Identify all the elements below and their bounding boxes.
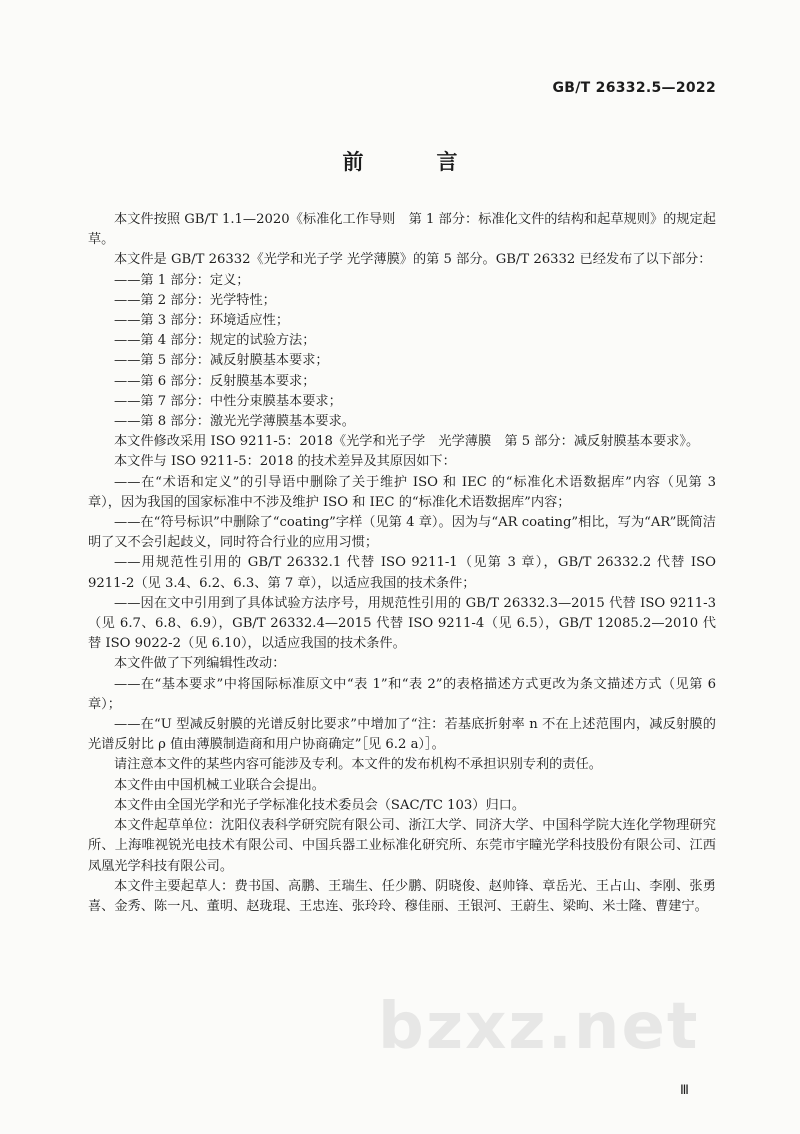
list-item-diff-1: ——在“术语和定义”的引导语中删除了关于维护 ISO 和 IEC 的“标准化术语数据库”内容（见第 3 章），因为我国的国家标准中不涉及维护 ISO 和 IEC 的“标准化术语数据库”内容； — [88, 474, 716, 510]
list-item-edit-1: ——在“基本要求”中将国际标准原文中“表 1”和“表 2”的表格描述方式更改为条文描述方式（见第 6 章）； — [88, 676, 716, 712]
list-item-part-7: ——第 7 部分：中性分束膜基本要求； — [114, 393, 342, 409]
list-item-part-5: ——第 5 部分：减反射膜基本要求； — [114, 353, 329, 369]
list-item-part-3: ——第 3 部分：环境适应性； — [114, 313, 290, 329]
list-item-diff-3: ——用规范性引用的 GB/T 26332.1 代替 ISO 9211-1（见第 3 章），GB/T 26332.2 代替 ISO 9211-2（见 3.4、6.2、6.3、第 7 章），以适应我国的技术条件； — [88, 555, 716, 591]
list-item-part-8: ——第 8 部分：激光光学薄膜基本要求。 — [114, 414, 355, 430]
page-title: 前 言 — [342, 149, 484, 174]
list-item-diff-4: ——因在文中引用到了具体试验方法序号，用规范性引用的 GB/T 26332.3—2015 代替 ISO 9211-3（见 6.7、6.8、6.9），GB/T 26332.4—2015 代替 ISO 9211-4（见 6.5），GB/T 12085.2—2010 代替 ISO 9022-2（见 6.10），以适应我国的技术条件。 — [88, 595, 716, 652]
page-number: Ⅲ — [680, 1082, 689, 1097]
paragraph-proposer: 本文件由中国机械工业联合会提出。 — [114, 777, 325, 793]
paragraph-patent-notice: 请注意本文件的某些内容可能涉及专利。本文件的发布机构不承担识别专利的责任。 — [114, 757, 602, 773]
foreword-body — [88, 210, 716, 917]
list-item-part-2: ——第 2 部分：光学特性； — [114, 292, 276, 308]
paragraph-adoption: 本文件修改采用 ISO 9211-5：2018《光学和光子学 光学薄膜 第 5 部分：减反射膜基本要求》。 — [114, 434, 700, 450]
list-item-part-4: ——第 4 部分：规定的试验方法； — [114, 333, 316, 349]
paragraph-drafting-rules: 本文件按照 GB/T 1.1—2020《标准化工作导则 第 1 部分：标准化文件的结构和起草规则》的规定起草。 — [88, 212, 716, 248]
paragraph-technical-differences: 本文件与 ISO 9211-5：2018 的技术差异及其原因如下： — [114, 454, 456, 470]
paragraph-drafters: 本文件主要起草人：费书国、高鹏、王瑞生、任少鹏、阴晓俊、赵帅锋、章岳光、王占山、李刚、张勇喜、金秀、陈一凡、董明、赵珑琨、王忠连、张玲玲、穆佳丽、王银河、王蔚生、梁昫、米士隆、曹建宁。 — [88, 878, 716, 914]
list-item-part-6: ——第 6 部分：反射膜基本要求； — [114, 373, 316, 389]
standard-code: GB/T 26332.5—2022 — [552, 80, 716, 96]
list-item-part-1: ——第 1 部分：定义； — [114, 272, 250, 288]
list-item-diff-2: ——在“符号标识”中删除了“coating”字样（见第 4 章）。因为与“AR coating”相比，写为“AR”既简洁明了又不会引起歧义，同时符合行业的应用习惯； — [88, 515, 716, 551]
paragraph-committee: 本文件由全国光学和光子学标准化技术委员会（SAC/TC 103）归口。 — [114, 797, 526, 813]
list-item-edit-2: ——在“U 型减反射膜的光谱反射比要求”中增加了“注：若基底折射率 n 不在上述范围内，减反射膜的光谱反射比 ρ 值由薄膜制造商和用户协商确定”［见 6.2 a）］。 — [88, 717, 716, 753]
watermark: bzxz.net — [378, 990, 700, 1064]
paragraph-drafting-units: 本文件起草单位：沈阳仪表科学研究院有限公司、浙江大学、同济大学、中国科学院大连化学物理研究所、上海唯视锐光电技术有限公司、中国兵器工业标准化研究所、东莞市宇瞳光学科技股份有限公司、江西凤凰光学科技有限公司。 — [88, 818, 716, 874]
paragraph-series-intro: 本文件是 GB/T 26332《光学和光子学 光学薄膜》的第 5 部分。GB/T 26332 已经发布了以下部分： — [114, 252, 712, 268]
paragraph-editorial-changes: 本文件做了下列编辑性改动： — [114, 656, 286, 672]
